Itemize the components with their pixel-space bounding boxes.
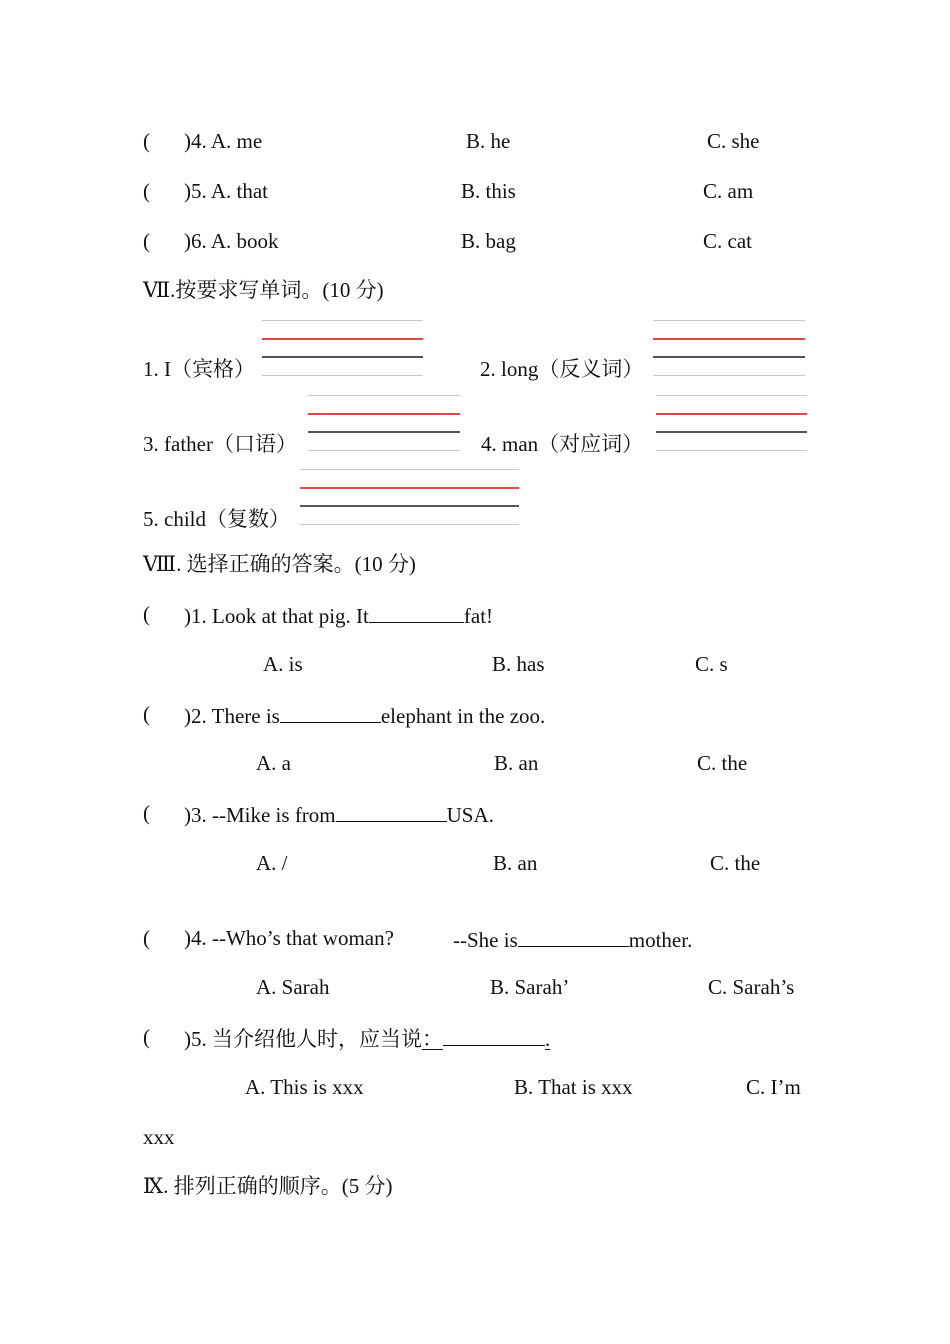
writing-lines-5[interactable] bbox=[300, 469, 519, 526]
answer-paren: ( bbox=[143, 229, 150, 253]
question-4 bbox=[453, 928, 692, 951]
question-4-tail: mother. bbox=[628, 928, 693, 952]
word-item-1: 1. I（宾格） bbox=[143, 357, 255, 381]
option-b: B. bag bbox=[461, 229, 516, 253]
question-2-stem: )2. There is bbox=[184, 704, 280, 728]
choice-c: C. I’m bbox=[746, 1075, 801, 1099]
choice-a: A. is bbox=[263, 652, 303, 676]
option-a: )6. A. book bbox=[184, 229, 279, 253]
answer-paren: ( bbox=[143, 926, 150, 950]
question-3-stem: )3. --Mike is from bbox=[184, 803, 336, 827]
answer-paren: ( bbox=[143, 801, 150, 825]
choice-c: C. s bbox=[695, 652, 728, 676]
option-b: B. he bbox=[466, 129, 511, 153]
word-item-5: 5. child（复数） bbox=[143, 507, 290, 531]
fill-blank[interactable] bbox=[518, 928, 629, 947]
question-3-tail: USA. bbox=[446, 803, 494, 827]
choice-a: A. Sarah bbox=[256, 975, 330, 999]
answer-paren: ( bbox=[143, 129, 150, 153]
option-a: )4. A. me bbox=[184, 129, 263, 153]
choice-a: A. This is xxx bbox=[245, 1075, 364, 1099]
choice-b: B. has bbox=[492, 652, 545, 676]
choice-c-wrap: xxx bbox=[143, 1125, 175, 1149]
question-2 bbox=[184, 704, 545, 727]
question-4-stem-2: --She is bbox=[453, 928, 518, 952]
choice-b: B. an bbox=[493, 851, 538, 875]
fill-blank[interactable] bbox=[369, 604, 464, 623]
section-7-title: Ⅶ.按要求写单词。(10 分) bbox=[143, 278, 384, 302]
writing-lines-2[interactable] bbox=[653, 320, 805, 377]
answer-paren: ( bbox=[143, 602, 150, 626]
choice-c: C. Sarah’s bbox=[708, 975, 795, 999]
question-5-tail: . bbox=[545, 1027, 551, 1051]
choice-c: C. the bbox=[710, 851, 761, 875]
question-1 bbox=[184, 604, 493, 627]
choice-c: C. the bbox=[697, 751, 748, 775]
question-2-tail: elephant in the zoo. bbox=[380, 704, 546, 728]
answer-paren: ( bbox=[143, 1025, 150, 1049]
word-item-4: 4. man（对应词） bbox=[481, 432, 644, 456]
question-1-stem: )1. Look at that pig. It bbox=[184, 604, 369, 628]
answer-paren: ( bbox=[143, 179, 150, 203]
option-c: C. am bbox=[703, 179, 754, 203]
writing-lines-3[interactable] bbox=[308, 395, 460, 452]
choice-b: B. an bbox=[494, 751, 539, 775]
section-9-title: Ⅸ. 排列正确的顺序。(5 分) bbox=[143, 1174, 393, 1198]
option-a: )5. A. that bbox=[184, 179, 268, 203]
fill-blank[interactable] bbox=[443, 1027, 545, 1046]
writing-lines-1[interactable] bbox=[262, 320, 423, 377]
section-8-title: Ⅷ. 选择正确的答案。(10 分) bbox=[143, 552, 416, 576]
fill-blank[interactable] bbox=[336, 803, 447, 822]
question-5-colon: ： bbox=[422, 1027, 443, 1051]
choice-b: B. Sarah’ bbox=[490, 975, 570, 999]
question-4-stem: )4. --Who’s that woman? bbox=[184, 926, 394, 950]
word-item-2: 2. long（反义词） bbox=[480, 357, 644, 381]
option-b: B. this bbox=[461, 179, 516, 203]
option-c: C. cat bbox=[703, 229, 752, 253]
question-3 bbox=[184, 803, 494, 826]
answer-paren: ( bbox=[143, 702, 150, 726]
choice-a: A. a bbox=[256, 751, 291, 775]
writing-lines-4[interactable] bbox=[656, 395, 807, 452]
option-c: C. she bbox=[707, 129, 760, 153]
fill-blank[interactable] bbox=[280, 704, 381, 723]
choice-a: A. / bbox=[256, 851, 288, 875]
choice-b: B. That is xxx bbox=[514, 1075, 633, 1099]
question-5 bbox=[184, 1027, 550, 1050]
word-item-3: 3. father（口语） bbox=[143, 432, 297, 456]
question-1-tail: fat! bbox=[463, 604, 494, 628]
question-5-stem: )5. 当介绍他人时，应当说 bbox=[184, 1027, 422, 1051]
